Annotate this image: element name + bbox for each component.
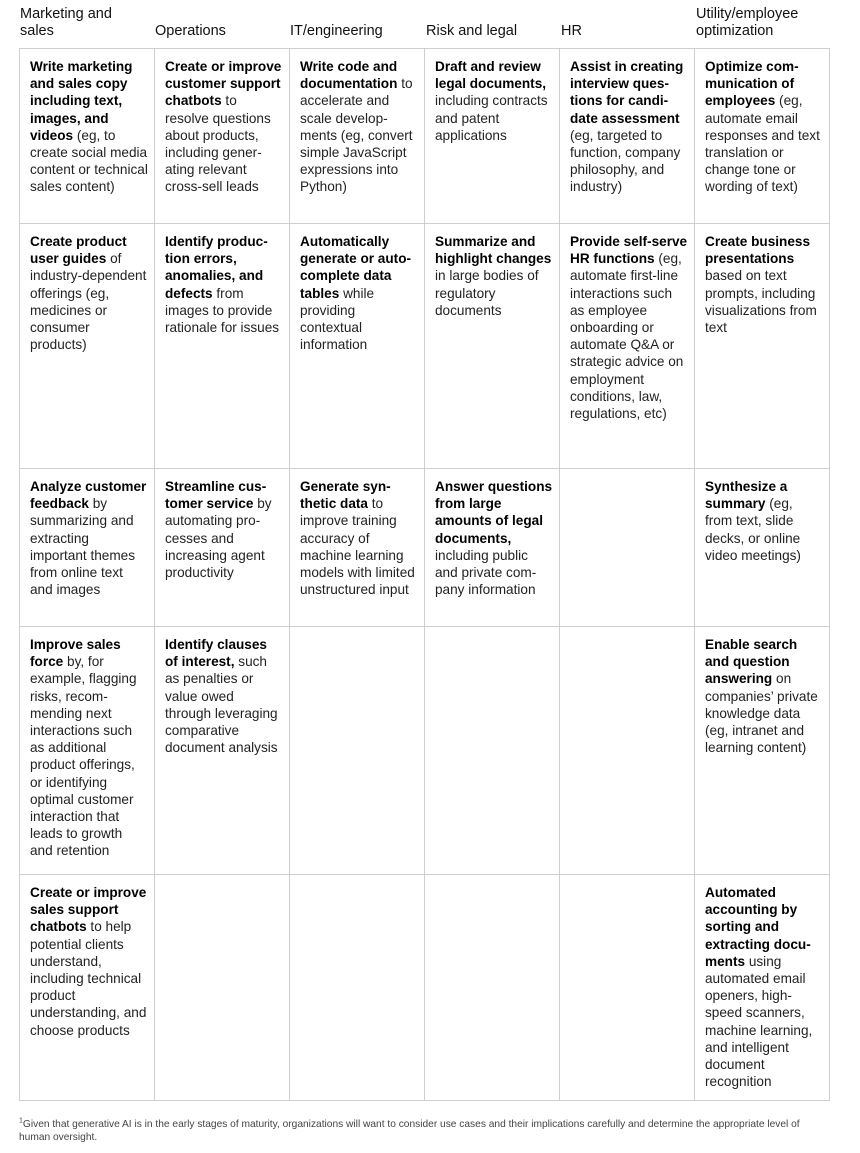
use-case-description: to help potential clients understand, including technical product understanding, and choose products (30, 919, 147, 1038)
use-case-title: Automatically generate or auto-complete data tables (300, 234, 412, 301)
table-cell (424, 627, 559, 874)
use-case-title: Summarize and highlight changes (435, 234, 552, 267)
column-header-hr: HR (561, 23, 582, 39)
table-cell (154, 627, 289, 874)
use-case-title: Create or improve sales support chatbots (30, 885, 147, 935)
table-row (19, 875, 830, 1101)
table-cell (19, 224, 154, 468)
use-case-description: to improve training accuracy of machine learning models with limited unstructured input (300, 496, 415, 598)
column-headers (0, 0, 860, 48)
use-case-description: (eg, from text, slide decks, or online video meetings) (705, 496, 801, 563)
column-header-utility-employee-optimization: Utility/employee optimization (696, 6, 799, 39)
table-cell (289, 627, 424, 874)
table-cell (154, 469, 289, 626)
table-cell (424, 875, 559, 1100)
column-header-risk-legal: Risk and legal (426, 23, 518, 39)
table-cell (694, 469, 830, 626)
table-cell (19, 875, 154, 1100)
table-cell (424, 224, 559, 468)
table-row (19, 627, 830, 875)
use-case-title: Streamline customer service (165, 479, 267, 512)
use-case-title: Identify clauses of interest, (165, 637, 267, 670)
table-cell (559, 627, 694, 874)
table-cell (694, 627, 830, 874)
use-case-description: on companies’ private knowledge data (eg, intranet and learning content) (705, 671, 818, 756)
use-case-description: such as penalties or value owed through leveraging comparative document analysis (165, 654, 278, 756)
table-cell (154, 875, 289, 1100)
column-header-marketing-sales: Marketing and sales (20, 6, 112, 39)
table-cell (19, 627, 154, 874)
table-cell (559, 469, 694, 626)
use-case-description: (eg, to create social media content or technical sales content) (30, 127, 148, 195)
use-case-description: to accelerate and scale developments (eg, convert simple JavaScript expressions into Python) (300, 76, 413, 195)
use-case-description: by, for example, flagging risks, recommending next interactions such as additional product offerings, or identifying optimal customer interaction that leads to growth and retention (30, 654, 137, 859)
table-cell (559, 224, 694, 468)
footnote-marker: 1 (19, 1117, 23, 1125)
use-case-description: including public and private company information (435, 547, 537, 598)
use-case-title: Create product user guides (30, 234, 127, 267)
use-case-description: (eg, automate email responses and text translation or change tone or wording of text) (705, 93, 820, 195)
use-case-description: from images to provide rationale for issues (165, 285, 280, 336)
table-cell (559, 49, 694, 223)
use-case-description: by automating processes and increasing agent productivity (165, 496, 272, 581)
table-cell (19, 49, 154, 223)
use-case-title: Enable search and question answering (705, 637, 798, 687)
use-case-title: Write marketing and sales copy including text, images, and videos (30, 59, 133, 143)
footnote-text: Given that generative AI is in the early stages of maturity, organizations will want to consider use cases and their implications carefully and determine the appropriate level of human oversight. (19, 1119, 800, 1143)
use-case-title: Draft and review legal documents, (435, 59, 547, 92)
use-case-title: Write code and documentation (300, 59, 398, 92)
table-cell (19, 469, 154, 626)
table-cell (289, 875, 424, 1100)
use-case-description: based on text prompts, including visualizations from text (705, 268, 817, 336)
use-case-description: (eg, targeted to function, company philosophy, and industry) (570, 127, 681, 195)
use-case-title: Optimize communication of employees (705, 59, 799, 109)
use-case-title: Provide self-serve HR functions (570, 234, 688, 267)
use-case-title: Automated accounting by sorting and extracting documents (705, 885, 811, 969)
table-cell (424, 49, 559, 223)
use-case-title: Analyze customer feedback (30, 479, 147, 512)
use-case-title: Create business presentations (705, 234, 811, 267)
use-case-title: Generate synthetic data (300, 479, 391, 512)
column-header-it-engineering: IT/engineering (290, 23, 383, 39)
table-cell (154, 224, 289, 468)
table-row (19, 49, 830, 224)
footnote (19, 1119, 819, 1144)
use-case-title: Synthesize a summary (705, 479, 788, 512)
use-case-description: using automated email openers, high-speed scanners, machine learning, and intelligent document recognition (705, 953, 813, 1090)
use-case-description: including contracts and patent applications (435, 93, 548, 143)
use-case-description: while providing contextual information (300, 285, 375, 353)
table-cell (559, 875, 694, 1100)
table-cell (289, 49, 424, 223)
use-case-description: in large bodies of regulatory documents (435, 268, 539, 318)
use-case-description: to resolve questions about products, including generating relevant cross-sell leads (165, 93, 271, 195)
column-header-operations: Operations (155, 23, 226, 39)
use-case-title: Create or improve customer support chatbots (165, 59, 282, 109)
table-cell (694, 875, 830, 1100)
table-cell (289, 224, 424, 468)
table-row (19, 469, 830, 627)
use-case-table (19, 48, 830, 1101)
table-row (19, 224, 830, 469)
table-cell (694, 224, 830, 468)
use-case-description: by summarizing and extracting important themes from online text and images (30, 496, 136, 598)
use-case-description: of industry-dependent offerings (eg, medicines or consumer products) (30, 251, 147, 353)
table-cell (424, 469, 559, 626)
use-case-title: Improve sales force (30, 637, 121, 670)
table-cell (154, 49, 289, 223)
use-case-title: Identify production errors, anomalies, and defects (165, 234, 268, 301)
use-case-title: Answer questions from large amounts of legal documents, (435, 479, 553, 546)
table-cell (289, 469, 424, 626)
use-case-description: (eg, automate first-line interactions such as employee onboarding or automate Q&A or strategic advice on employment conditions, law, regulations, etc) (570, 251, 684, 422)
table-cell (694, 49, 830, 223)
use-case-title: Assist in creating interview questions for candidate assessment (570, 59, 684, 126)
